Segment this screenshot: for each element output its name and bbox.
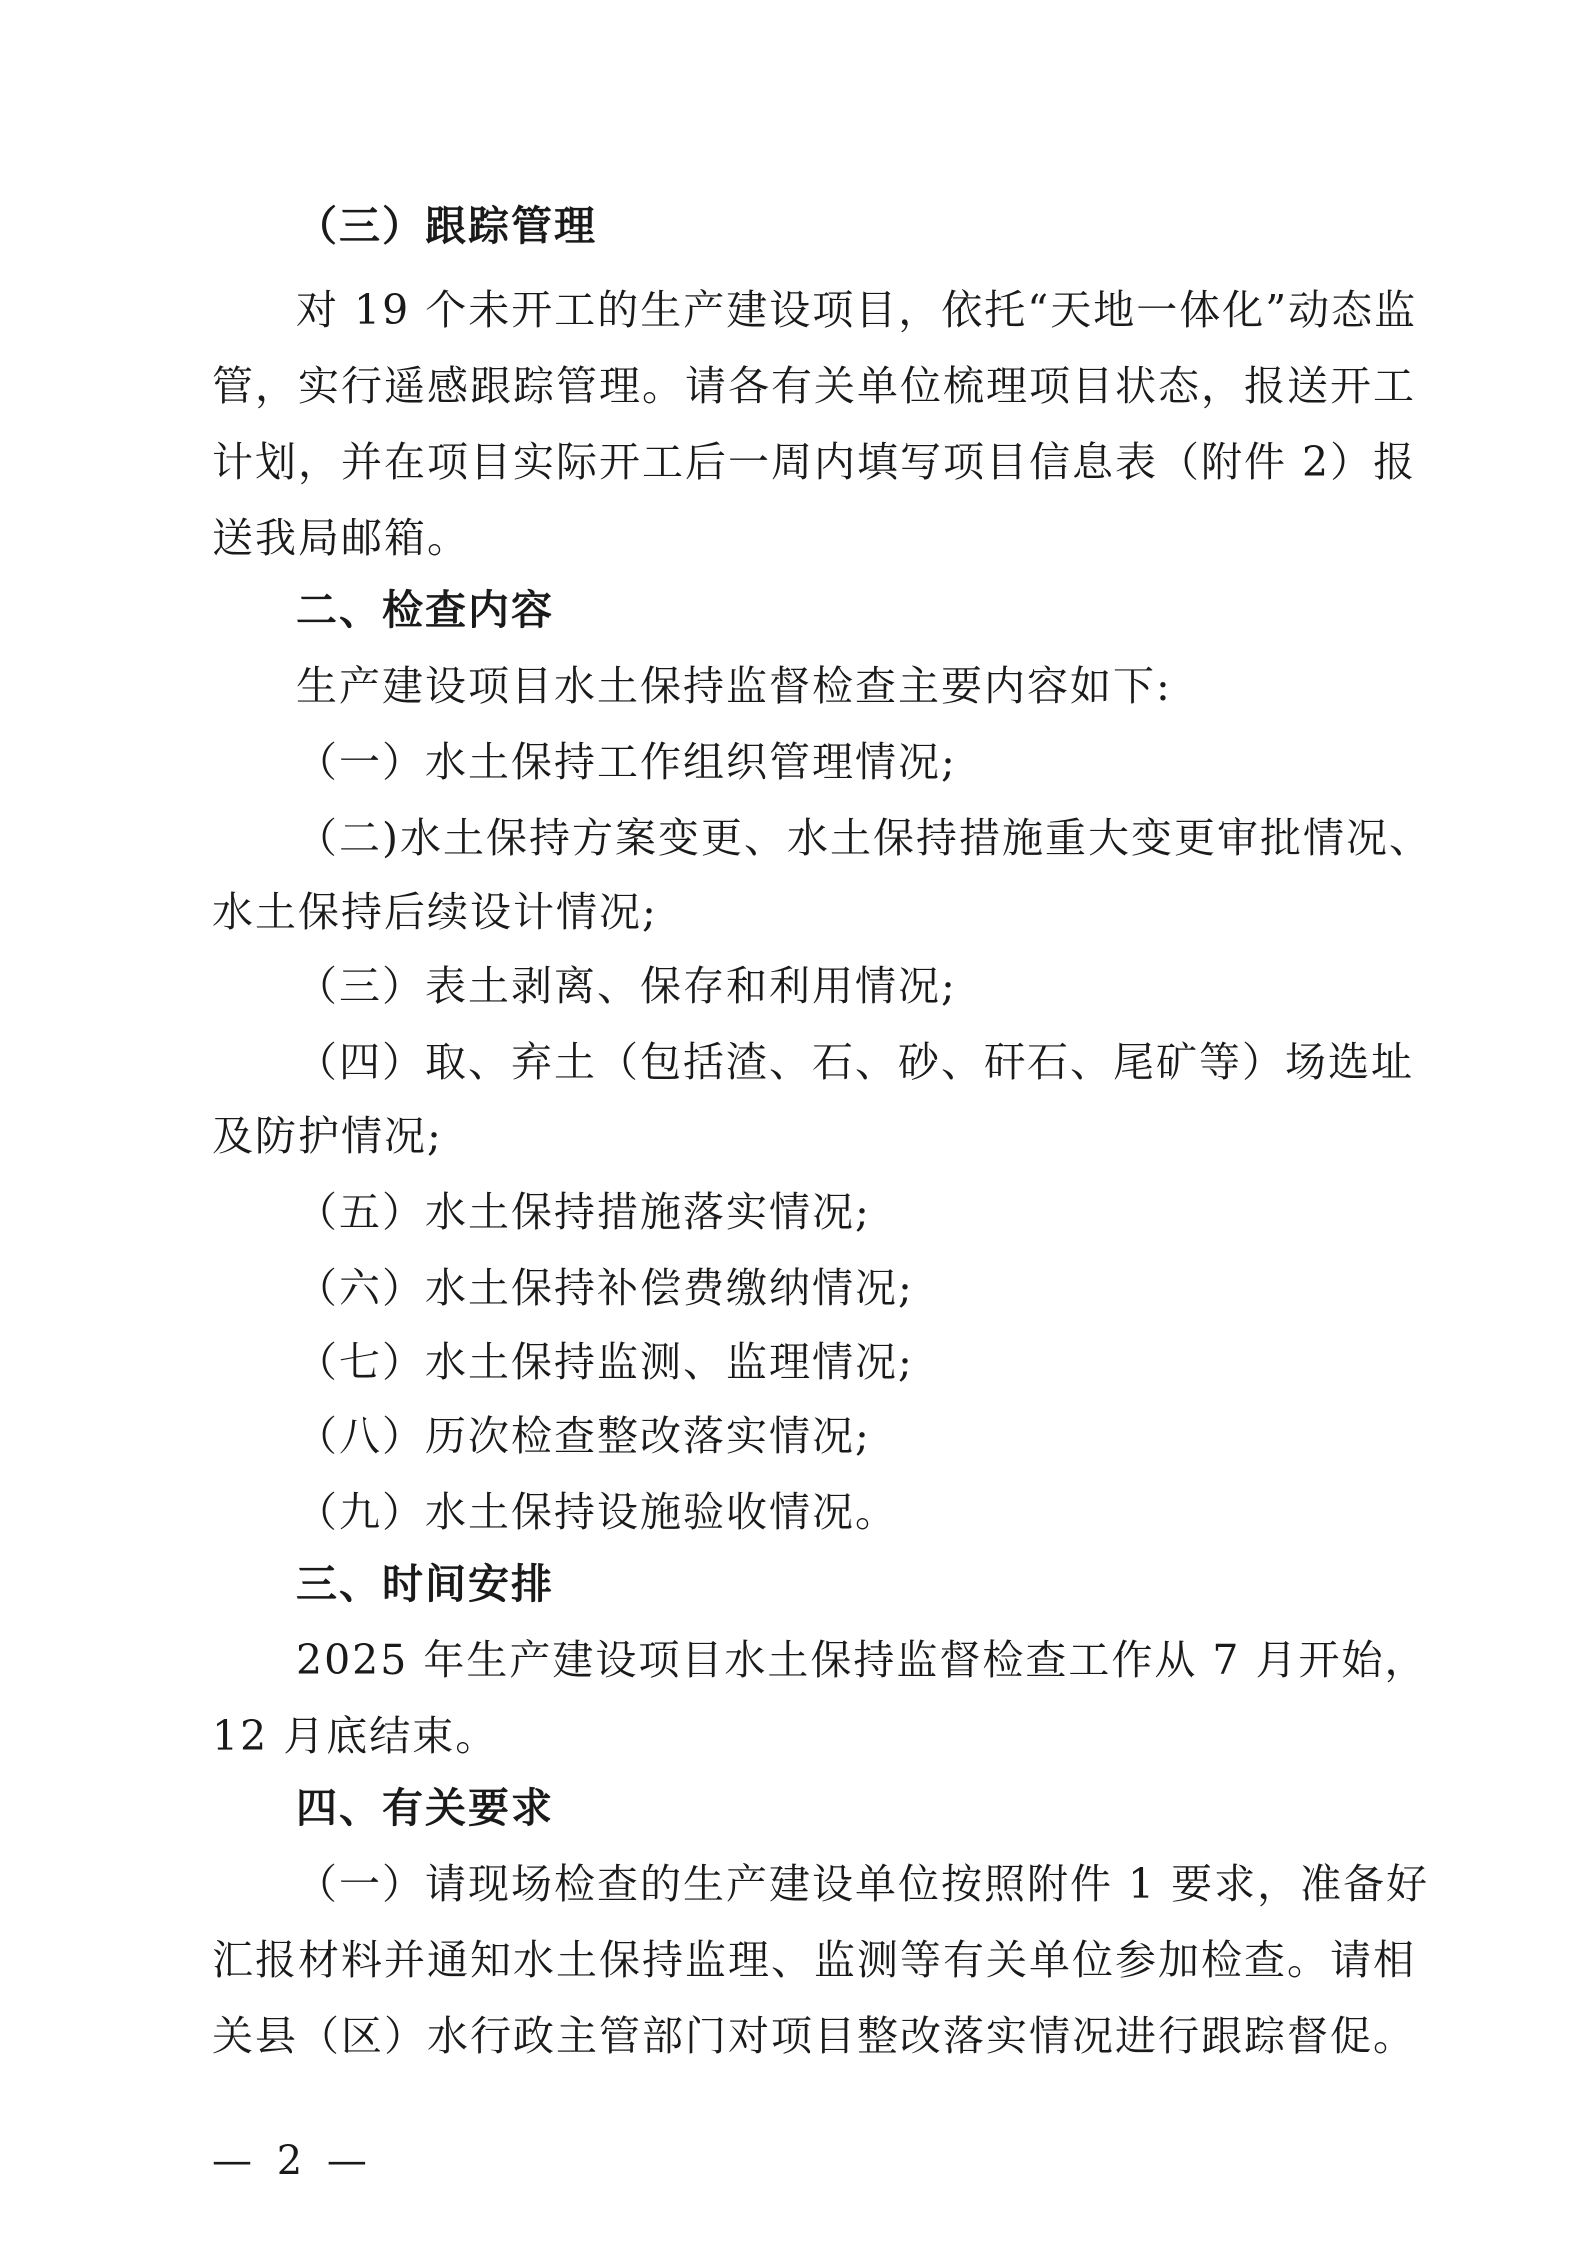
paragraph-line: 对 19 个未开工的生产建设项目，依托“天地一体化”动态监 [296, 286, 1418, 334]
list-item: （四）取、弃土（包括渣、石、砂、矸石、尾矿等）场选址 [296, 1038, 1414, 1086]
paragraph-line: 计划，并在项目实际开工后一周内填写项目信息表（附件 2）报 [212, 438, 1417, 486]
list-item: （二)水土保持方案变更、水土保持措施重大变更审批情况、 [296, 814, 1432, 862]
paragraph-line: 送我局邮箱。 [212, 514, 470, 562]
list-item: （九）水土保持设施验收情况。 [296, 1488, 898, 1536]
paragraph-line: 生产建设项目水土保持监督检查主要内容如下: [296, 662, 1172, 710]
page-number: — 2 — [212, 2138, 373, 2184]
list-item: （六）水土保持补偿费缴纳情况; [296, 1264, 914, 1312]
paragraph-line: 2025 年生产建设项目水土保持监督检查工作从 7 月开始， [296, 1636, 1428, 1684]
list-item-continuation: 及防护情况; [212, 1112, 443, 1160]
list-item-continuation: 水土保持后续设计情况; [212, 888, 658, 936]
paragraph-line: 管，实行遥感跟踪管理。请各有关单位梳理项目状态，报送开工 [212, 362, 1416, 410]
heading-inspection-content: 二、检查内容 [296, 586, 554, 634]
paragraph-line: 关县（区）水行政主管部门对项目整改落实情况进行跟踪督促。 [212, 2012, 1416, 2060]
heading-requirements: 四、有关要求 [296, 1784, 554, 1832]
heading-time-schedule: 三、时间安排 [296, 1560, 554, 1608]
heading-tracking-management: （三）跟踪管理 [296, 202, 597, 250]
list-item: （八）历次检查整改落实情况; [296, 1412, 871, 1460]
paragraph-line: 汇报材料并通知水土保持监理、监测等有关单位参加检查。请相 [212, 1936, 1416, 1984]
paragraph-line: 12 月底结束。 [212, 1712, 499, 1760]
list-item: （三）表土剥离、保存和利用情况; [296, 962, 957, 1010]
paragraph-line: （一）请现场检查的生产建设单位按照附件 1 要求，准备好 [296, 1860, 1430, 1908]
list-item: （五）水土保持措施落实情况; [296, 1188, 871, 1236]
list-item: （一）水土保持工作组织管理情况; [296, 738, 957, 786]
list-item: （七）水土保持监测、监理情况; [296, 1338, 914, 1386]
